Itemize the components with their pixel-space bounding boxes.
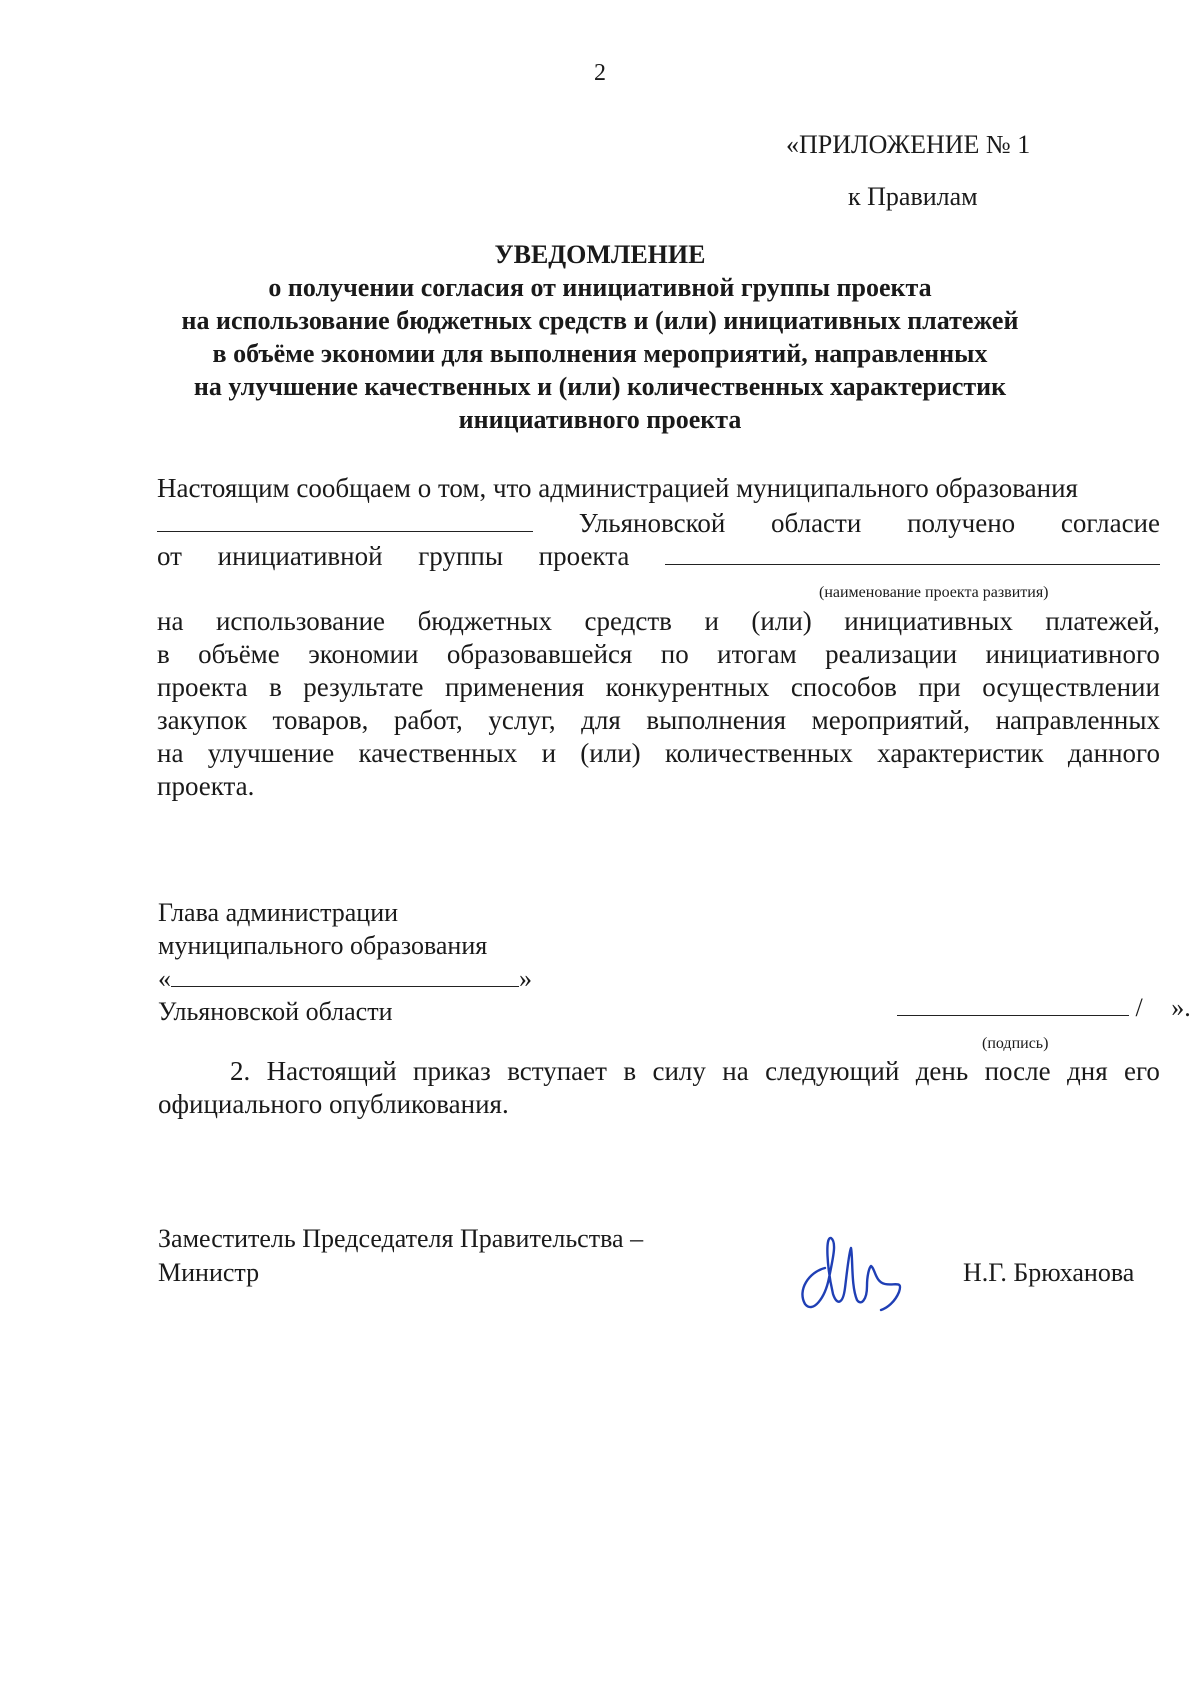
word: силу (652, 1056, 706, 1086)
word: экономии (308, 639, 419, 669)
word: осуществлении (982, 672, 1160, 702)
word: характеристик (877, 738, 1044, 768)
head-title-line-3 (158, 962, 532, 995)
word: согласие (1060, 508, 1160, 538)
word: платежей, (1045, 606, 1160, 636)
word: конкурентных (605, 672, 770, 702)
word: на (722, 1056, 749, 1086)
notice-body-line (157, 704, 1160, 737)
word: в (269, 672, 282, 702)
word: итогам (717, 639, 797, 669)
word: вступает (507, 1056, 607, 1086)
signature-caption: (подпись) (982, 1035, 1049, 1052)
signature-field (897, 987, 1191, 1024)
word: товаров, (272, 705, 369, 735)
heading-line: в объёме экономии для выполнения мероприятий, направленных (212, 339, 988, 368)
word: реализации (825, 639, 958, 669)
word: (или) (580, 738, 641, 768)
signature-blank (897, 987, 1129, 1016)
annex-title: «ПРИЛОЖЕНИЕ № 1 (786, 130, 1031, 159)
signatory-position-line-2: Министр (158, 1258, 260, 1287)
notice-body-line (157, 638, 1160, 671)
word: направленных (995, 705, 1160, 735)
word: работ, (393, 705, 463, 735)
word: средств (584, 606, 672, 636)
word: использование (215, 606, 386, 636)
word: на (157, 606, 184, 636)
notice-body-line (157, 671, 1160, 704)
notice-line-2 (157, 505, 1160, 540)
word: применения (444, 672, 585, 702)
document-heading (140, 238, 1060, 436)
closing-quote: ». (1171, 993, 1191, 1022)
word: при (918, 672, 961, 702)
word: инициативных (844, 606, 1013, 636)
order-clause-line-2: официального опубликования. (158, 1089, 509, 1119)
word: выполнения (646, 705, 787, 735)
heading-line: на улучшение качественных и (или) количественных характеристик (193, 372, 1007, 401)
word: проекта (538, 541, 630, 571)
order-clause-line-1 (230, 1055, 1160, 1088)
handwritten-signature (795, 1228, 920, 1313)
notice-line-3 (157, 538, 1160, 573)
word: группы (418, 541, 503, 571)
heading-line: о получении согласия от инициативной группы проекта (268, 273, 932, 302)
word: после (984, 1056, 1051, 1086)
word: в (623, 1056, 637, 1086)
word: инициативного (985, 639, 1160, 669)
word: бюджетных (417, 606, 553, 636)
word: качественных (358, 738, 518, 768)
municipality-blank (157, 505, 533, 532)
word: для (581, 705, 621, 735)
notice-body-line (157, 737, 1160, 770)
word: количественных (664, 738, 853, 768)
project-name-caption: (наименование проекта развития) (819, 584, 1049, 601)
annex-subtitle: к Правилам (848, 182, 978, 211)
signatory-name: Н.Г. Брюханова (963, 1258, 1135, 1287)
word: инициативной (217, 541, 383, 571)
head-title-line-4: Ульяновской области (158, 997, 393, 1026)
word: Настоящий (266, 1056, 397, 1086)
signatory-position-line-1: Заместитель Председателя Правительства – (158, 1224, 644, 1253)
word: данного (1067, 738, 1160, 768)
word: услуг, (488, 705, 556, 735)
word: следующий (765, 1056, 900, 1086)
word: и (704, 606, 719, 636)
word: объёме (198, 639, 280, 669)
word: его (1124, 1056, 1160, 1086)
project-name-blank (665, 538, 1160, 565)
word: мероприятий, (811, 705, 970, 735)
word: (или) (751, 606, 812, 636)
word: и (541, 738, 557, 768)
page-number: 2 (594, 60, 606, 86)
word: способов (790, 672, 897, 702)
word: от (157, 541, 182, 571)
slash: / (1135, 993, 1143, 1022)
word: дня (1067, 1056, 1108, 1086)
head-title-line-1: Глава администрации (158, 898, 399, 927)
word: Ульяновской (578, 508, 726, 538)
word: на (157, 738, 184, 768)
word: области (771, 508, 862, 538)
head-title-line-2: муниципального образования (158, 931, 488, 960)
notice-body-line (157, 605, 1160, 638)
word: приказ (413, 1056, 491, 1086)
notice-last-line: проекта. (157, 771, 255, 801)
heading-line: на использование бюджетных средств и (или) инициативных платежей (181, 306, 1019, 335)
word: закупок (157, 705, 247, 735)
notice-line-1: Настоящим сообщаем о том, что администрацией муниципального образования (157, 473, 1078, 503)
heading-line: УВЕДОМЛЕНИЕ (494, 240, 706, 269)
quote-open: « (158, 964, 171, 993)
word: 2. (230, 1056, 251, 1086)
word: в (157, 639, 170, 669)
municipality-name-blank (171, 962, 519, 987)
word: день (915, 1056, 969, 1086)
word: образовавшейся (446, 639, 633, 669)
quote-close: » (519, 964, 532, 993)
word: проекта (157, 672, 248, 702)
word: получено (907, 508, 1016, 538)
word: по (660, 639, 689, 669)
word: улучшение (207, 738, 335, 768)
word: результате (303, 672, 424, 702)
heading-line: инициативного проекта (458, 405, 742, 434)
